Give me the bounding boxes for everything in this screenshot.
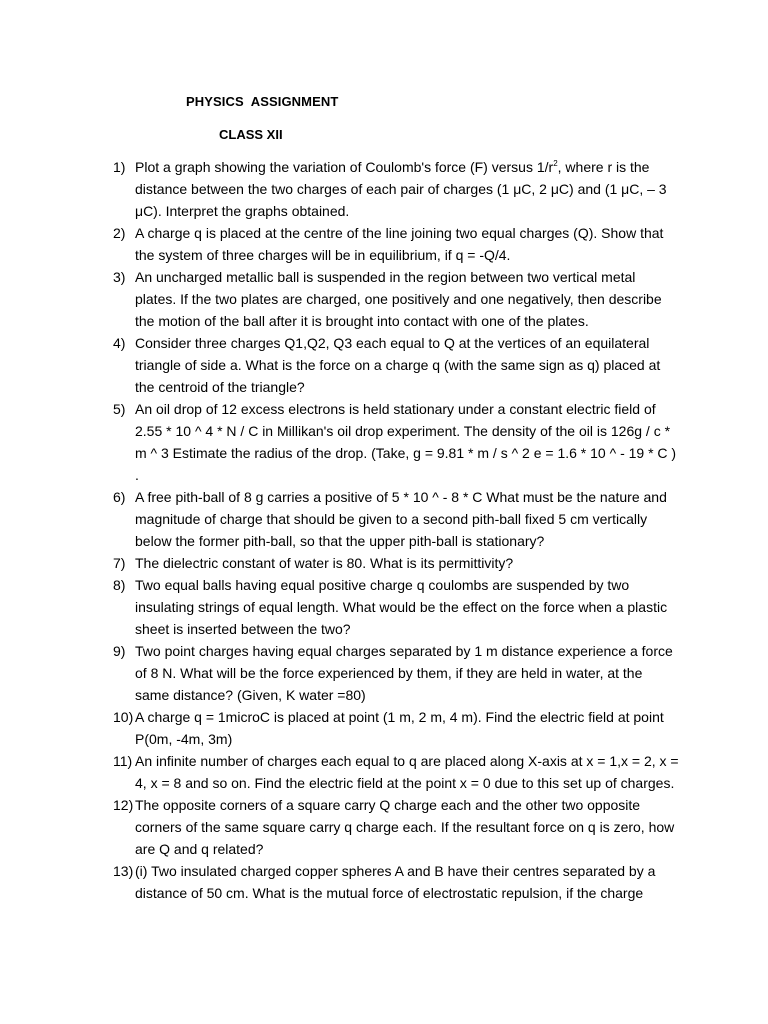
question-number: 9) (113, 643, 126, 659)
question-number: 4) (113, 335, 126, 351)
question-item (0, 794, 768, 860)
question-number: 2) (113, 225, 126, 241)
question-number: 12) (113, 797, 134, 813)
question-item (0, 860, 768, 904)
question-text-part: , where r is the distance between the two charges of each pair of charges (1 μC, 2 μC) and (1 μC, – 3 μC). Interpret the graphs obtained. (135, 159, 667, 219)
question-number: 5) (113, 401, 126, 417)
question-item (0, 640, 768, 706)
question-item (0, 706, 768, 750)
question-text: A charge q = 1microC is placed at point (1 m, 2 m, 4 m). Find the electric field at point P(0m, -4m, 3m) (135, 709, 664, 747)
question-number: 1) (113, 159, 126, 175)
question-item (0, 222, 768, 266)
question-number: 10) (113, 709, 134, 725)
question-item (0, 750, 768, 794)
page-subtitle: CLASS XII (219, 127, 283, 142)
question-text: (i) Two insulated charged copper spheres A and B have their centres separated by a distance of 50 cm. What is the mutual force of electrostatic repulsion, if the charge (135, 863, 656, 901)
question-text: Two equal balls having equal positive charge q coulombs are suspended by two insulating strings of equal length. What would be the effect on the force when a plastic sheet is inserted between the two? (135, 577, 668, 637)
question-number: 3) (113, 269, 126, 285)
question-number: 6) (113, 489, 126, 505)
question-number: 7) (113, 555, 126, 571)
question-item (0, 574, 768, 640)
question-item (0, 398, 768, 486)
question-number: 8) (113, 577, 126, 593)
question-item (0, 156, 768, 222)
question-text: Consider three charges Q1,Q2, Q3 each equal to Q at the vertices of an equilateral triangle of side a. What is the force on a charge q (with the same sign as q) placed at the centroid of the triangle? (135, 335, 661, 395)
question-text: The opposite corners of a square carry Q charge each and the other two opposite corners of the same square carry q charge each. If the resultant force on q is zero, how are Q and q related? (135, 797, 675, 857)
question-list (0, 156, 768, 904)
question-text: A free pith-ball of 8 g carries a positive of 5 * 10 ^ - 8 * C What must be the nature and magnitude of charge that should be given to a second pith-ball fixed 5 cm vertically below the former pith-ball, so that the upper pith-ball is stationary? (135, 489, 667, 549)
page-title: PHYSICS ASSIGNMENT (186, 94, 339, 109)
question-number: 13) (113, 863, 134, 879)
question-item (0, 332, 768, 398)
question-text (135, 156, 680, 222)
question-text-part: Plot a graph showing the variation of Coulomb's force (F) versus 1/r (135, 159, 554, 175)
question-text: An oil drop of 12 excess electrons is held stationary under a constant electric field of 2.55 * 10 ^ 4 * N / C in Millikan's oil drop experiment. The density of the oil is 126g / c * m ^ 3 Estimate the radius of the drop. (Take, g = 9.81 * m / s ^ 2 e = 1.6 * 10 ^ - 19 * C ) . (135, 401, 677, 483)
question-item (0, 486, 768, 552)
superscript: 2 (553, 159, 558, 168)
question-text: A charge q is placed at the centre of the line joining two equal charges (Q). Show that the system of three charges will be in equilibrium, if q = -Q/4. (135, 225, 664, 263)
question-item (0, 266, 768, 332)
question-text: Two point charges having equal charges separated by 1 m distance experience a force of 8 N. What will be the force experienced by them, if they are held in water, at the same distance? (Given, K water =80) (135, 643, 673, 703)
question-text: The dielectric constant of water is 80. What is its permittivity? (135, 555, 514, 571)
question-item (0, 552, 768, 574)
question-text: An infinite number of charges each equal to q are placed along X-axis at x = 1,x = 2, x = 4, x = 8 and so on. Find the electric field at the point x = 0 due to this set up of charges. (135, 753, 679, 791)
question-number: 11) (113, 753, 133, 769)
question-text: An uncharged metallic ball is suspended in the region between two vertical metal plates. If the two plates are charged, one positively and one negatively, then describe the motion of the ball after it is brought into contact with one of the plates. (135, 269, 662, 329)
